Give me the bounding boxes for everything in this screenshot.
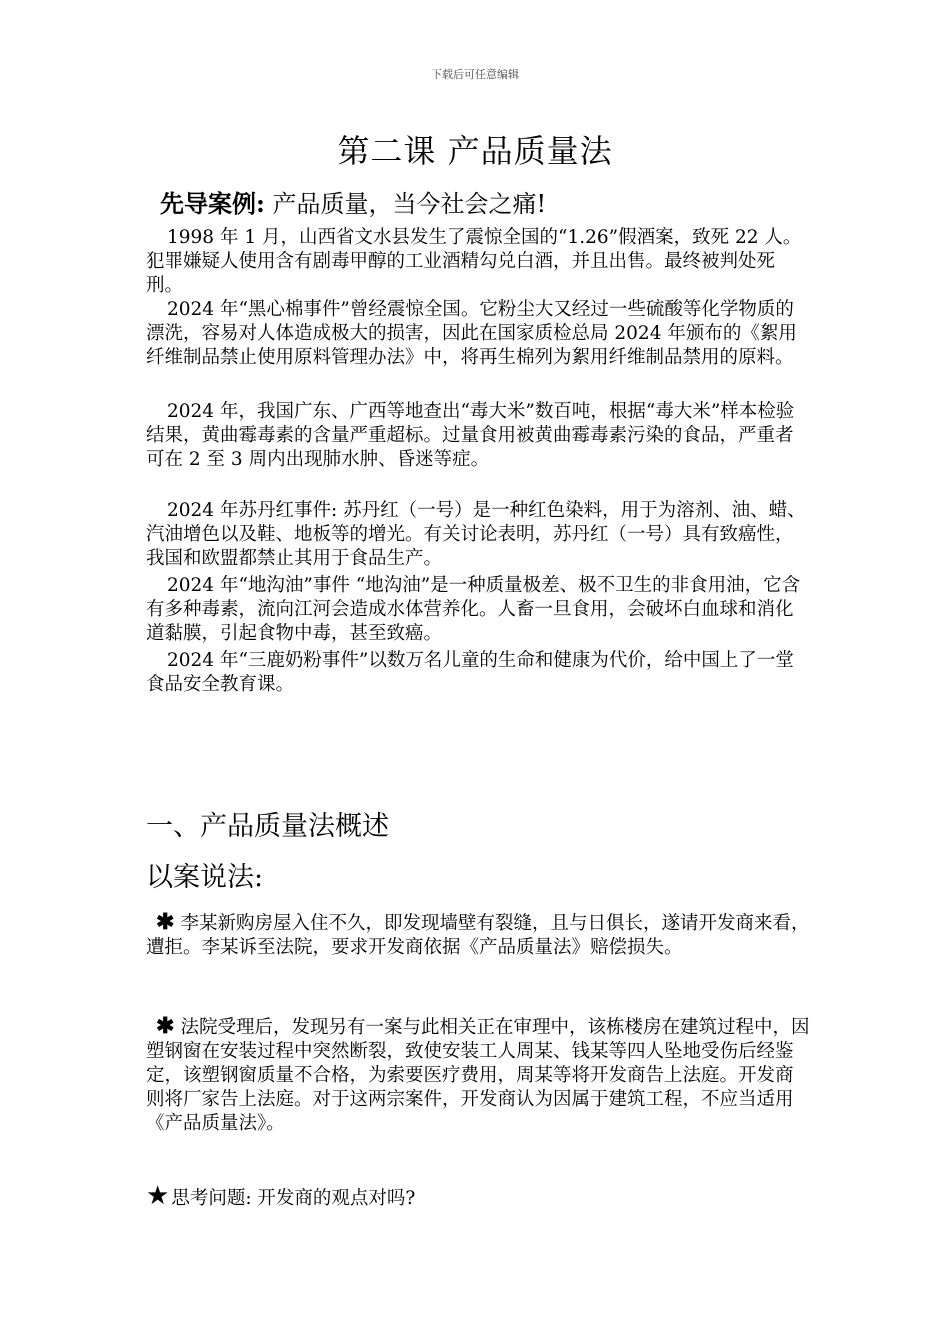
example-paragraph	[146, 1014, 810, 1136]
section-title: 一、产品质量法概述	[146, 811, 389, 842]
asterisk-icon: ✱	[156, 909, 175, 935]
lead-case-heading	[160, 184, 546, 219]
case-paragraph: 2024 年“三鹿奶粉事件”以数万名儿童的生命和健康为代价，给中国上了一堂食品安全教育课。	[146, 650, 794, 695]
lead-case-label: 先导案例:	[160, 189, 265, 218]
page-title: 第二课 产品质量法	[337, 132, 613, 170]
lead-case-text: 产品质量，当今社会之痛!	[272, 190, 547, 218]
asterisk-icon: ✱	[156, 1013, 175, 1039]
case-paragraph: 2024 年“黑心棉事件”曾经震惊全国。它粉尘大又经过一些硫酸等化学物质的漂洗，容易对人体造成极大的损害，因此在国家质检总局 2024 年颁布的《絮用纤维制品禁止使用原料管理办法》中，将再生棉列为絮用纤维制品禁用的原料。	[146, 299, 797, 368]
case-paragraph: 2024 年“地沟油”事件 “地沟油”是一种质量极差、极不卫生的非食用油，它含有多种毒素，流向江河会造成水体营养化。人畜一旦食用，会破坏白血球和消化道黏膜，引起食物中毒，甚至致癌。	[146, 575, 801, 644]
case-paragraph: 2024 年，我国广东、广西等地查出“毒大米”数百吨，根据“毒大米”样本检验结果，黄曲霉毒素的含量严重超标。过量食用被黄曲霉毒素污染的食品，严重者可在 2 至 3 周内出现肺水肿、昏迷等症。	[146, 401, 795, 470]
method-title: 以案说法:	[146, 862, 264, 893]
star-icon: ★	[146, 1181, 170, 1211]
case-paragraph: 2024 年苏丹红事件: 苏丹红（一号）是一种红色染料，用于为溶剂、油、蜡、汽油增色以及鞋、地板等的增光。有关讨论表明，苏丹红（一号）具有致癌性，我国和欧盟都禁止其用于食品生产。	[146, 500, 806, 569]
example-text: 李某新购房屋入住不久，即发现墙壁有裂缝，且与日俱长，遂请开发商来看，遭拒。李某诉至法院，要求开发商依据《产品质量法》赔偿损失。	[146, 913, 810, 958]
question-paragraph	[146, 1181, 810, 1211]
example-text: 法院受理后，发现另有一案与此相关正在审理中，该栋楼房在建筑过程中，因塑钢窗在安装过程中突然断裂，致使安装工人周某、钱某等四人坠地受伤后经鉴定，该塑钢窗质量不合格，为索要医疗费用，周某等将开发商告上法庭。开发商则将厂家告上法庭。对于这两宗案件，开发商认为因属于建筑工程，不应当适用《产品质量法》。	[146, 1017, 810, 1134]
question-text: 思考问题: 开发商的观点对吗?	[171, 1188, 416, 1209]
case-paragraph: 1998 年 1 月，山西省文水县发生了震惊全国的“1.26”假酒案，致死 22 人。犯罪嫌疑人使用含有剧毒甲醇的工业酒精勾兑白酒，并且出售。最终被判处死刑。	[146, 227, 802, 296]
header-note: 下载后可任意编辑	[431, 68, 519, 81]
example-paragraph	[146, 910, 810, 960]
